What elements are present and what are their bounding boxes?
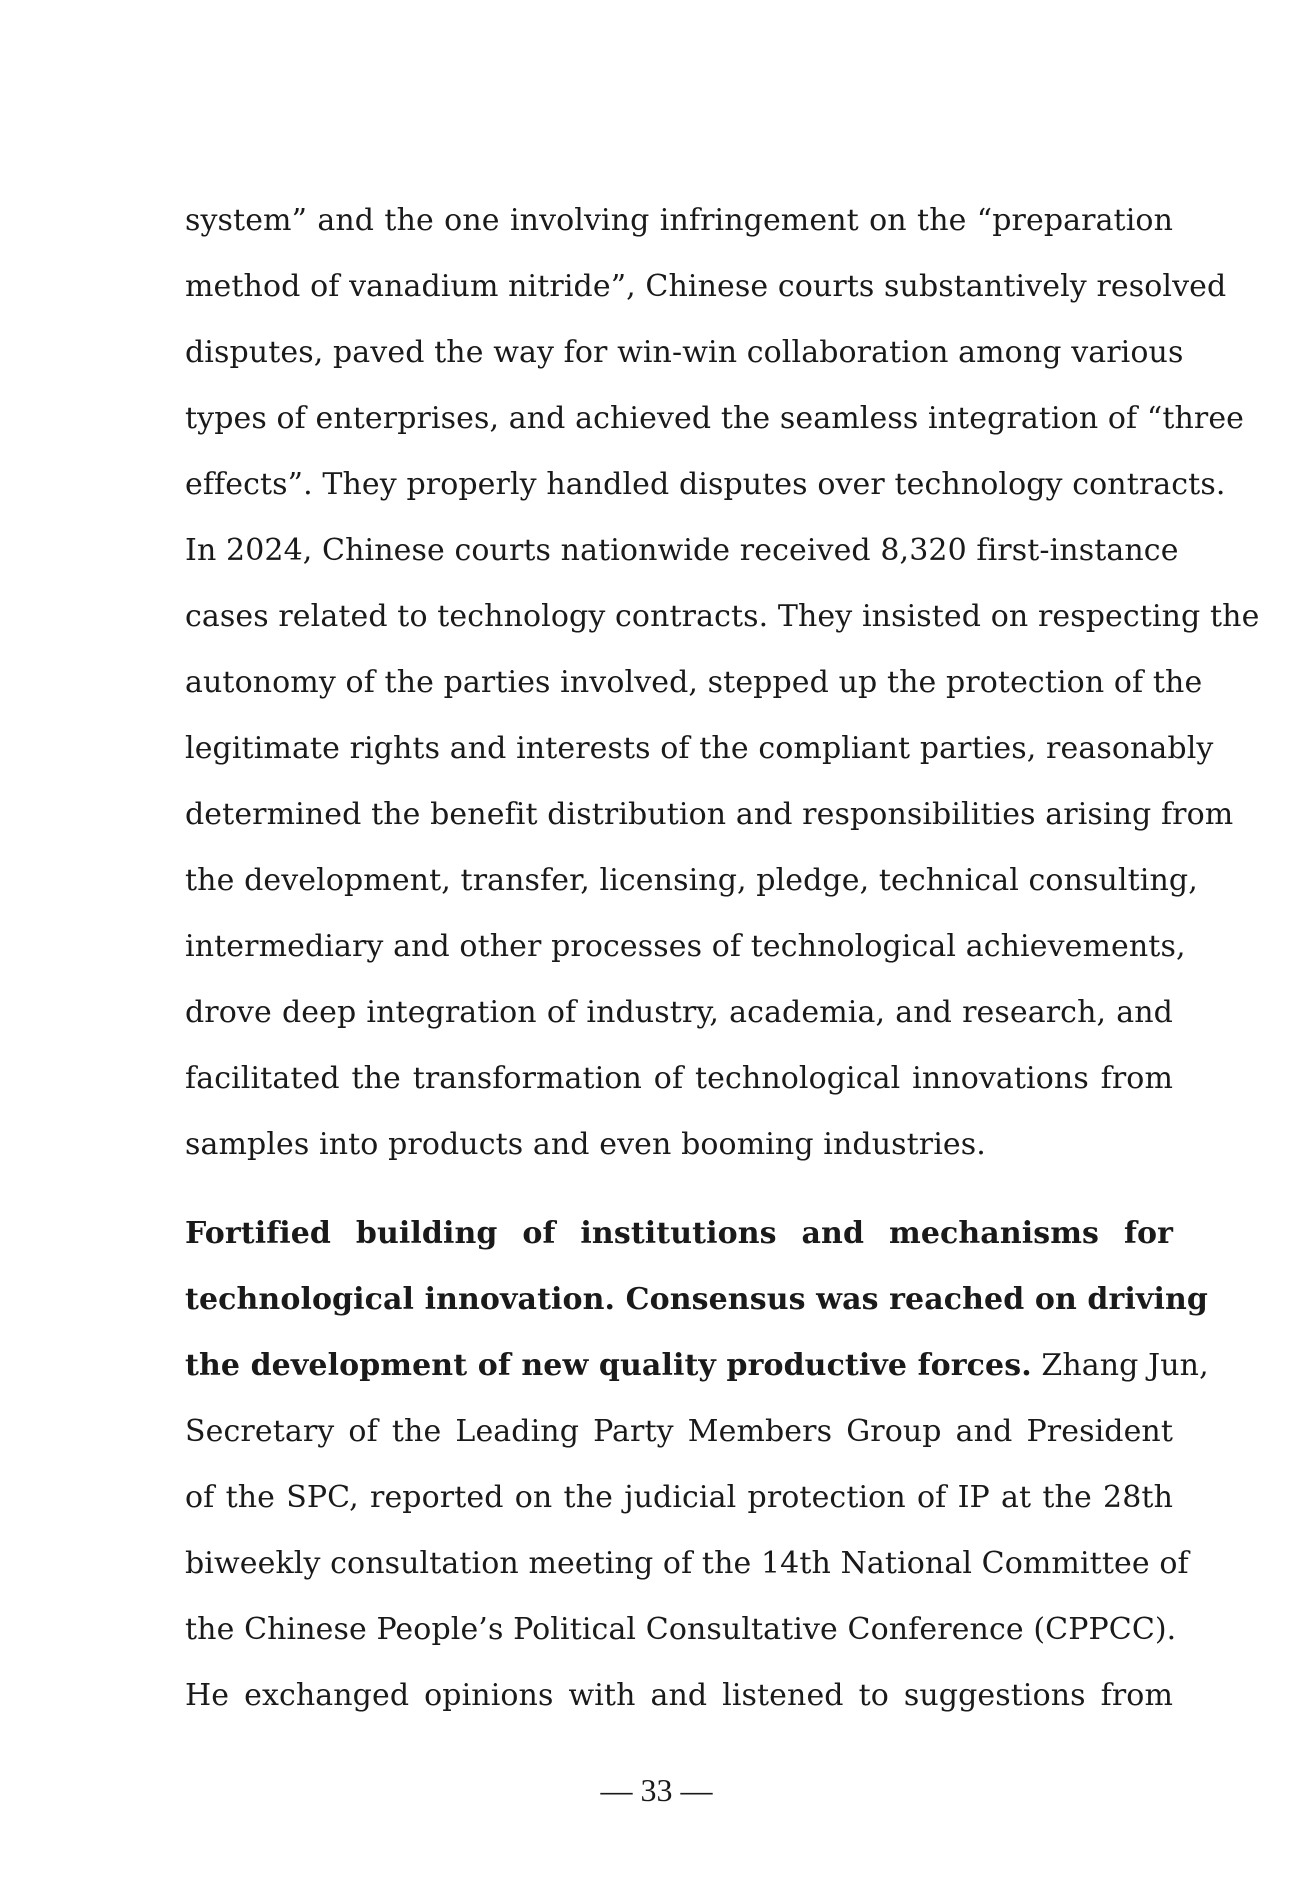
mixed-text-line xyxy=(185,1333,1209,1399)
text-line: legitimate rights and interests of the compliant parties, reasonably xyxy=(185,731,1214,766)
text-line: autonomy of the parties involved, stepped up the protection of the xyxy=(185,665,1203,700)
text-line: He exchanged opinions with and listened to suggestions from xyxy=(185,1678,1173,1713)
text-line: cases related to technology contracts. They insisted on respecting the xyxy=(185,599,1260,634)
bold-heading-line: Fortified building of institutions and mechanisms for xyxy=(185,1216,1173,1251)
text-fragment: Zhang Jun, xyxy=(1031,1348,1209,1383)
text-line: system” and the one involving infringement on the “preparation xyxy=(185,203,1173,238)
text-line: samples into products and even booming industries. xyxy=(185,1127,986,1162)
text-line: drove deep integration of industry, academia, and research, and xyxy=(185,995,1173,1030)
text-line: effects”. They properly handled disputes over technology contracts. xyxy=(185,467,1226,502)
text-line: In 2024, Chinese courts nationwide received 8,320 first-instance xyxy=(185,533,1179,568)
body-paragraph xyxy=(185,188,1260,1178)
page-number: — 33 — xyxy=(600,1772,713,1808)
text-line: the development, transfer, licensing, pledge, technical consulting, xyxy=(185,863,1198,898)
text-line: types of enterprises, and achieved the seamless integration of “three xyxy=(185,401,1245,436)
text-line: of the SPC, reported on the judicial protection of IP at the 28th xyxy=(185,1480,1173,1515)
text-line: disputes, paved the way for win-win collaboration among various xyxy=(185,335,1184,370)
text-line: determined the benefit distribution and responsibilities arising from xyxy=(185,797,1234,832)
text-line: intermediary and other processes of technological achievements, xyxy=(185,929,1186,964)
text-line: method of vanadium nitride”, Chinese courts substantively resolved xyxy=(185,269,1227,304)
text-line: the Chinese People’s Political Consultative Conference (CPPCC). xyxy=(185,1612,1177,1647)
section-paragraph xyxy=(185,1201,1209,1729)
text-line: biweekly consultation meeting of the 14th National Committee of xyxy=(185,1546,1189,1581)
text-line: facilitated the transformation of technological innovations from xyxy=(185,1061,1173,1096)
bold-heading-fragment: the development of new quality productive forces. xyxy=(185,1348,1032,1383)
bold-heading-line: technological innovation. Consensus was reached on driving xyxy=(185,1282,1208,1317)
text-line: Secretary of the Leading Party Members Group and President xyxy=(185,1414,1173,1449)
